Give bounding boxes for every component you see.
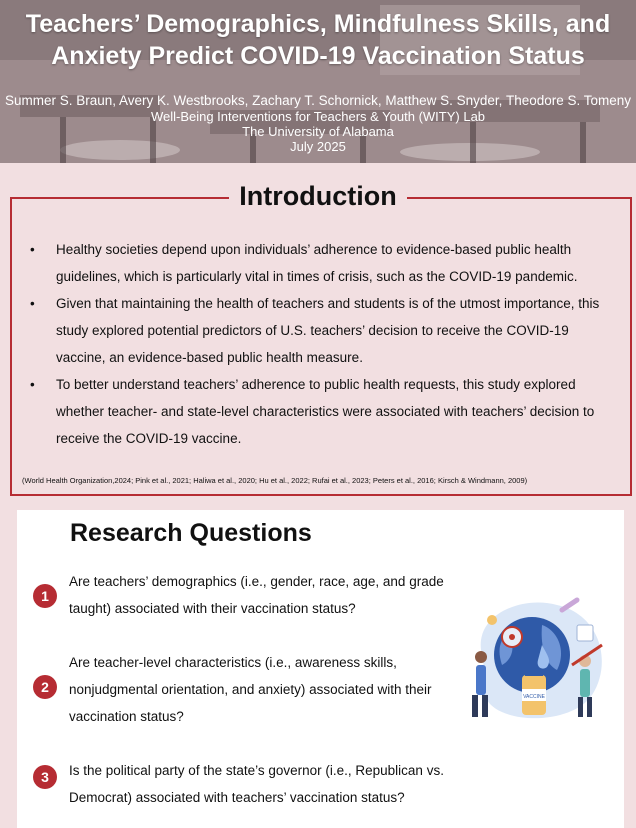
list-item-text: Healthy societies depend upon individuals’ adherence to evidence-based public health guidelines, which is particularly vital in times of crisis, such as the COVID-19 pandemic. <box>56 242 578 284</box>
title-line-2: Anxiety Predict COVID-19 Vaccination Status <box>51 42 585 70</box>
university: The University of Alabama <box>242 124 394 139</box>
authors: Summer S. Braun, Avery K. Westbrooks, Zachary T. Schornick, Matthew S. Snyder, Theodore S. Tomeny <box>4 93 632 108</box>
introduction-heading: Introduction <box>0 181 636 212</box>
introduction-list <box>28 236 618 452</box>
question-number-badge: 2 <box>33 675 57 699</box>
list-item <box>28 290 618 371</box>
poster-date: July 2025 <box>290 139 346 154</box>
list-item-text: To better understand teachers’ adherence to public health requests, this study explored whether teacher- and state-level characteristics were associated with teachers’ decision to receive the COVID-19 vaccine. <box>56 377 595 446</box>
vaccine-label: VACCINE <box>523 694 545 700</box>
vaccine-illustration <box>462 595 612 725</box>
lab-name: Well-Being Interventions for Teachers & Youth (WITY) Lab <box>150 109 486 124</box>
references: (World Health Organization,2024; Pink et al., 2021; Haliwa et al., 2020; Hu et al., 2022; Rufai et al., 2023; Peters et al., 2016; Kirsch & Windmann, 2009) <box>22 476 528 485</box>
research-question-1: Are teachers’ demographics (i.e., gender, race, age, and grade taught) associated with their vaccination status? <box>69 574 444 616</box>
poster-title <box>0 8 636 72</box>
bullet-glyph: • <box>30 377 35 392</box>
header-text <box>0 0 636 154</box>
research-question-2: Are teacher-level characteristics (i.e., awareness skills, nonjudgmental orientation, and anxiety) associated with their vaccination status? <box>69 655 432 724</box>
list-item <box>28 371 618 452</box>
bullet-glyph: • <box>30 296 35 311</box>
list-item <box>28 236 618 290</box>
question-number-badge: 3 <box>33 765 57 789</box>
research-question-3: Is the political party of the state’s governor (i.e., Republican vs. Democrat) associated with teachers’ vaccination status? <box>69 763 444 805</box>
title-line-1: Teachers’ Demographics, Mindfulness Skills, and <box>25 10 611 38</box>
bullet-glyph: • <box>30 242 35 257</box>
poster-header <box>0 0 636 163</box>
research-questions-heading: Research Questions <box>70 519 312 547</box>
list-item-text: Given that maintaining the health of teachers and students is of the utmost importance, this study explored potential predictors of U.S. teachers’ decision to receive the COVID-19 vaccine, an evidence-based public health measure. <box>56 296 600 365</box>
question-number-badge: 1 <box>33 584 57 608</box>
